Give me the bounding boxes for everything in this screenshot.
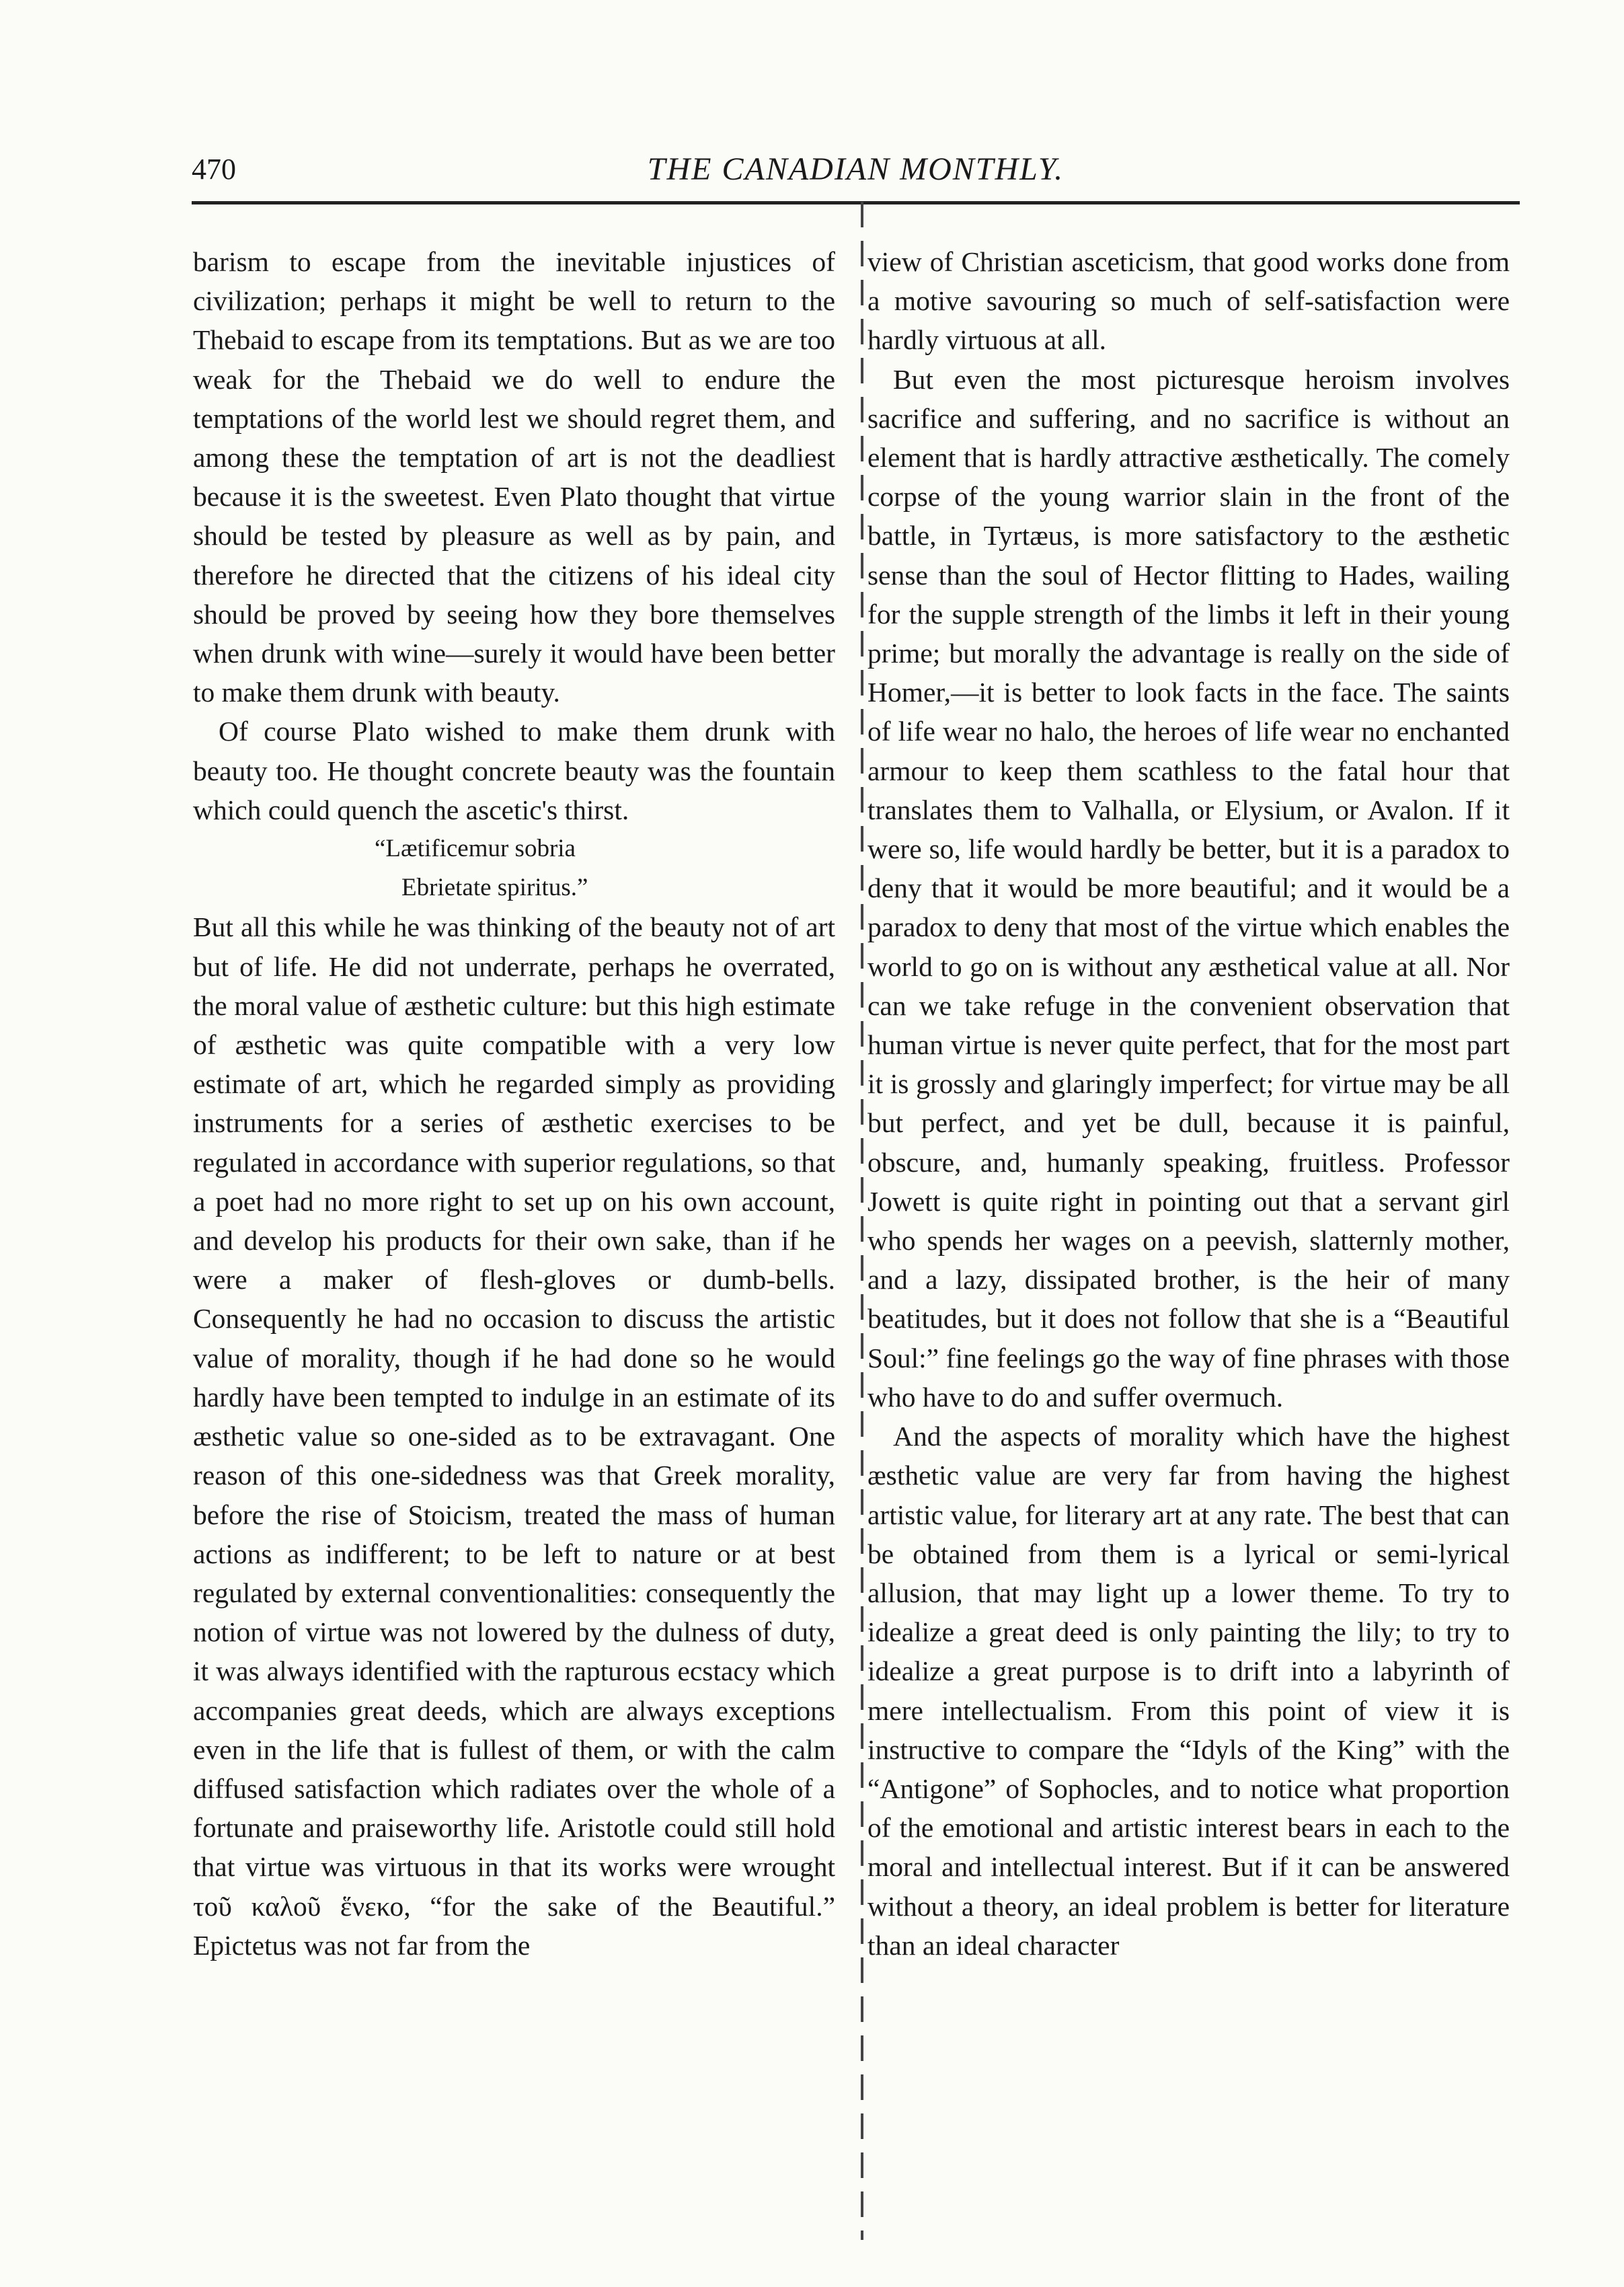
running-head: THE CANADIAN MONTHLY. — [647, 151, 1065, 187]
page-header — [192, 149, 1520, 190]
verse-line-2: Ebrietate spiritus.” — [401, 874, 588, 902]
header-rule — [192, 201, 1520, 204]
page-number: 470 — [192, 153, 236, 186]
right-paragraph-2: But even the most picturesque heroism involves sacrifice and suffering, and no sacrifice is without an element that is hardly attractive æsthetically. The comely corpse of the young warrior slain in the front of the battle, in Tyrtæus, is more satisfactory to the æsthetic sense than the soul of Hector flitting to Hades, wailing for the supple strength of the limbs it left in their young prime; but morally the advantage is really on the side of Homer,—it is better to look facts in the face. The saints of life wear no halo, the heroes of life wear no enchanted armour to keep them scathless to the fatal hour that translates them to Valhalla, or Elysium, or Avalon. If it were so, life would hardly be better, but it is a paradox to deny that it would be more beautiful; and it would be a paradox to deny that most of the virtue which enables the world to go on is without any æsthetical value at all. Nor can we take refuge in the convenient observation that human virtue is never quite perfect, that for the most part it is grossly and glaringly imperfect; for virtue may be all but perfect, and yet be dull, because it is painful, obscure, and, humanly speaking, fruitless. Professor Jowett is quite right in pointing out that a servant girl who spends her wages on a peevish, slatternly mother, and a lazy, dissipated brother, is the heir of many beatitudes, but it does not follow that she is a “Beautiful Soul:” fine feelings go the way of fine phrases with those who have to do and suffer overmuch. — [867, 363, 1510, 1413]
latin-verse-quote — [193, 829, 835, 907]
left-paragraph-2: Of course Plato wished to make them drunk with beauty too. He thought concrete beauty was the fountain which could quench the ascetic's thirst. — [193, 716, 835, 825]
right-paragraph-1: view of Christian asceticism, that good works done from a motive savouring so much of self-satisfaction were hardly virtuous at all. — [867, 246, 1510, 356]
left-paragraph-1: barism to escape from the inevitable injustices of civilization; perhaps it might be well to return to the Thebaid to escape from its temptations. But as we are too weak for the Thebaid we do well to endure the temptations of the world lest we should regret them, and among these the temptation of art is not the deadliest because it is the sweetest. Even Plato thought that virtue should be tested by pleasure as well as by pain, and therefore he directed that the citizens of his ideal city should be proved by seeing how they bore themselves when drunk with wine—surely it would have been better to make them drunk with beauty. — [193, 246, 835, 708]
left-paragraph-3: But all this while he was thinking of the beauty not of art but of life. He did not underrate, perhaps he overrated, the moral value of æsthetic culture: but this high estimate of æsthetic was quite compatible with a very low estimate of art, which he regarded simply as providing instruments for a series of æsthetic exercises to be regulated in accordance with superior regulations, so that a poet had no more right to set up on his own account, and develop his products for their own sake, than if he were a maker of flesh-gloves or dumb-bells. Consequently he had no occasion to discuss the artistic value of morality, though if he had done so he would hardly have been tempted to indulge in an estimate of its æsthetic value so one-sided as to be extravagant. One reason of this one-sidedness was that Greek morality, before the rise of Stoicism, treated the mass of human actions as indifferent; to be left to nature or at best regulated by external conventionalities: consequently the notion of virtue was not lowered by the dulness of duty, it was always identified with the rapturous ecstacy which accompanies great deeds, which are always exceptions even in the life that is fullest of them, or with the calm diffused satisfaction which radiates over the whole of a fortunate and praiseworthy life. Aristotle could still hold that virtue was virtuous in that its works were wrought τοῦ καλοῦ ἕνεκο, “for the sake of the Beautiful.” Epictetus was not far from the — [193, 911, 835, 1961]
right-column — [867, 242, 1510, 1965]
left-column — [193, 242, 835, 1965]
right-paragraph-3: And the aspects of morality which have the highest æsthetic value are very far from having the highest artistic value, for literary art at any rate. The best that can be obtained from them is a lyrical or semi-lyrical allusion, that may light up a lower theme. To try to idealize a great deed is only painting the lily; to try to idealize a great purpose is to drift into a labyrinth of mere intellectualism. From this point of view it is instructive to compare the “Idyls of the King” with the “Antigone” of Sophocles, and to notice what proportion of the emotional and artistic interest bears in each to the moral and intellectual interest. But if it can be answered without a theory, an ideal problem is better for literature than an ideal character — [867, 1421, 1510, 1961]
column-divider — [861, 202, 863, 2240]
verse-line-1: “Lætificemur sobria — [375, 835, 576, 863]
